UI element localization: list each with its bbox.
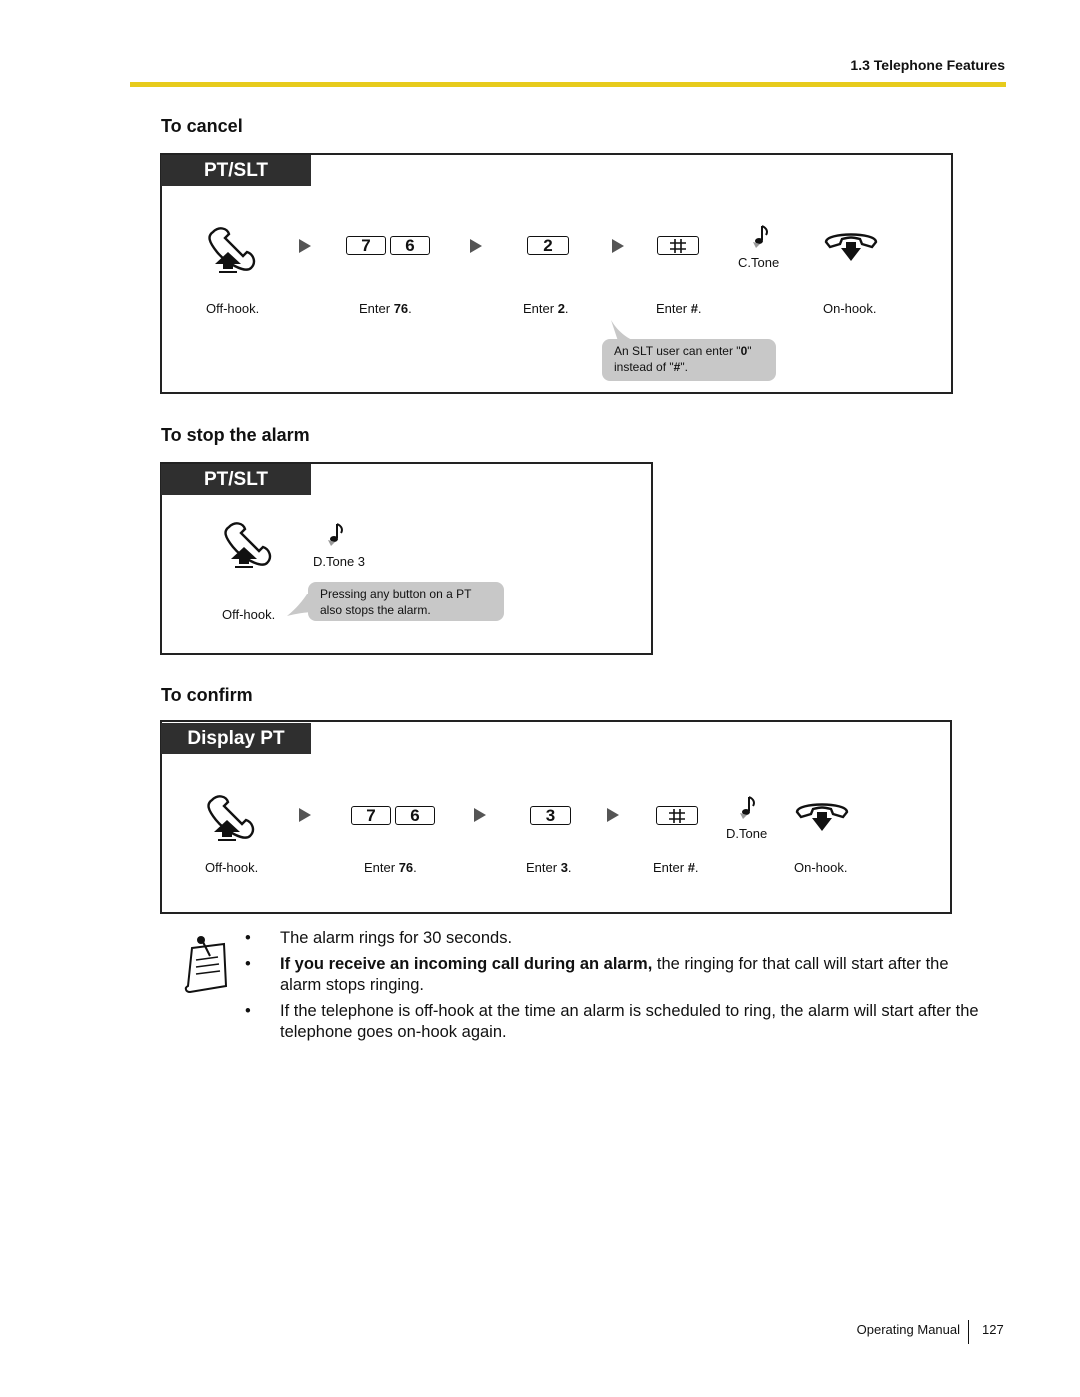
hash-key: [656, 806, 698, 825]
enter-value: 76: [393, 301, 409, 316]
enter-prefix: Enter: [523, 301, 558, 316]
enter-prefix: Enter: [364, 860, 399, 875]
tone-note-icon: [326, 522, 346, 548]
hash-key: [657, 236, 699, 255]
note-value: #: [673, 360, 681, 374]
period: .: [564, 301, 569, 316]
running-header: 1.3 Telephone Features: [850, 57, 1005, 73]
enter-value: 76: [398, 860, 414, 875]
pt-note-line2: also stops the alarm.: [320, 603, 431, 617]
footer-separator: [968, 1320, 969, 1344]
slt-note-bubble: [602, 339, 776, 381]
dial-key-3: 3: [530, 806, 571, 825]
tone-note-icon: [751, 224, 771, 250]
section-title-confirm: To confirm: [161, 685, 253, 705]
enter-value: #: [690, 301, 698, 316]
section-title-stop: To stop the alarm: [161, 425, 310, 445]
notepad-icon: [182, 934, 230, 996]
notes-list: [245, 928, 980, 1048]
step-arrow-icon: [299, 808, 311, 822]
step-label-enter-2: [523, 301, 569, 316]
bullet-icon: •: [245, 929, 251, 947]
enter-prefix: Enter: [653, 860, 688, 875]
period: .: [694, 860, 699, 875]
header-rule: [130, 82, 1006, 87]
dial-key-7: 7: [351, 806, 391, 825]
period: .: [697, 301, 702, 316]
note-value: 0: [740, 344, 748, 358]
section-title-cancel: To cancel: [161, 116, 243, 136]
step-label-enter-76: [359, 301, 412, 316]
pt-note-bubble: [308, 582, 504, 621]
panel-cancel: [160, 153, 953, 394]
note-emphasis: If you receive an incoming call during an alarm,: [280, 955, 653, 973]
period: .: [408, 301, 412, 316]
step-label-onhook: On-hook.: [794, 860, 848, 875]
dial-key-7: 7: [346, 236, 386, 255]
bullet-icon: •: [245, 1002, 251, 1020]
note-text: If the telephone is off-hook at the time an alarm is scheduled to ring, the alarm will start after the telephone goes on-hook again.: [280, 1002, 979, 1041]
step-label-enter-3: [526, 860, 572, 875]
step-arrow-icon: [474, 808, 486, 822]
step-label-offhook: Off-hook.: [222, 607, 276, 622]
enter-value: #: [687, 860, 695, 875]
tab-cancel: PT/SLT: [161, 155, 311, 186]
slt-note-line2: [614, 359, 764, 375]
note-text: the ringing for that call will start after the alarm stops ringing.: [280, 955, 949, 994]
period: .: [567, 860, 572, 875]
key-group-76: [346, 236, 430, 255]
step-label-enter-76: [364, 860, 417, 875]
period: .: [413, 860, 417, 875]
enter-value: 3: [560, 860, 568, 875]
on-hook-icon: [793, 798, 851, 838]
step-label-enter-hash: [656, 301, 702, 316]
slt-note-line1: [614, 343, 764, 359]
dial-key-2: 2: [527, 236, 569, 255]
enter-value: 2: [557, 301, 565, 316]
step-arrow-icon: [607, 808, 619, 822]
note-text: ".: [680, 360, 688, 374]
tone-label: D.Tone: [726, 826, 768, 841]
note-text: ": [747, 344, 752, 358]
note-item: [245, 928, 980, 949]
step-arrow-icon: [299, 239, 311, 253]
page-number: 127: [982, 1322, 1004, 1337]
tone-label: C.Tone: [738, 255, 780, 270]
step-label-offhook: Off-hook.: [205, 860, 259, 875]
tab-stop: PT/SLT: [161, 464, 311, 495]
note-text: instead of ": [614, 360, 674, 374]
step-arrow-icon: [470, 239, 482, 253]
pt-note-line1: Pressing any button on a PT: [320, 587, 472, 601]
enter-prefix: Enter: [656, 301, 691, 316]
off-hook-icon: [205, 226, 261, 274]
bullet-icon: •: [245, 955, 251, 973]
enter-prefix: Enter: [359, 301, 394, 316]
on-hook-icon: [822, 228, 880, 268]
hash-icon: [670, 239, 686, 253]
tab-confirm: Display PT: [161, 723, 311, 754]
dial-key-6: 6: [395, 806, 435, 825]
step-label-onhook: On-hook.: [823, 301, 877, 316]
note-text: The alarm rings for 30 seconds.: [280, 929, 513, 947]
hash-icon: [669, 809, 685, 823]
note-item: [245, 1001, 980, 1043]
footer-manual-title: Operating Manual: [856, 1322, 960, 1337]
tone-note-icon: [738, 795, 758, 821]
off-hook-icon: [221, 521, 277, 569]
tone-label: D.Tone 3: [313, 554, 366, 569]
step-label-enter-hash: [653, 860, 699, 875]
key-group-76: [351, 806, 435, 825]
step-label-offhook: Off-hook.: [206, 301, 260, 316]
note-text: An SLT user can enter ": [614, 344, 741, 358]
note-item: [245, 954, 980, 996]
step-arrow-icon: [612, 239, 624, 253]
dial-key-6: 6: [390, 236, 430, 255]
off-hook-icon: [204, 794, 260, 842]
enter-prefix: Enter: [526, 860, 561, 875]
